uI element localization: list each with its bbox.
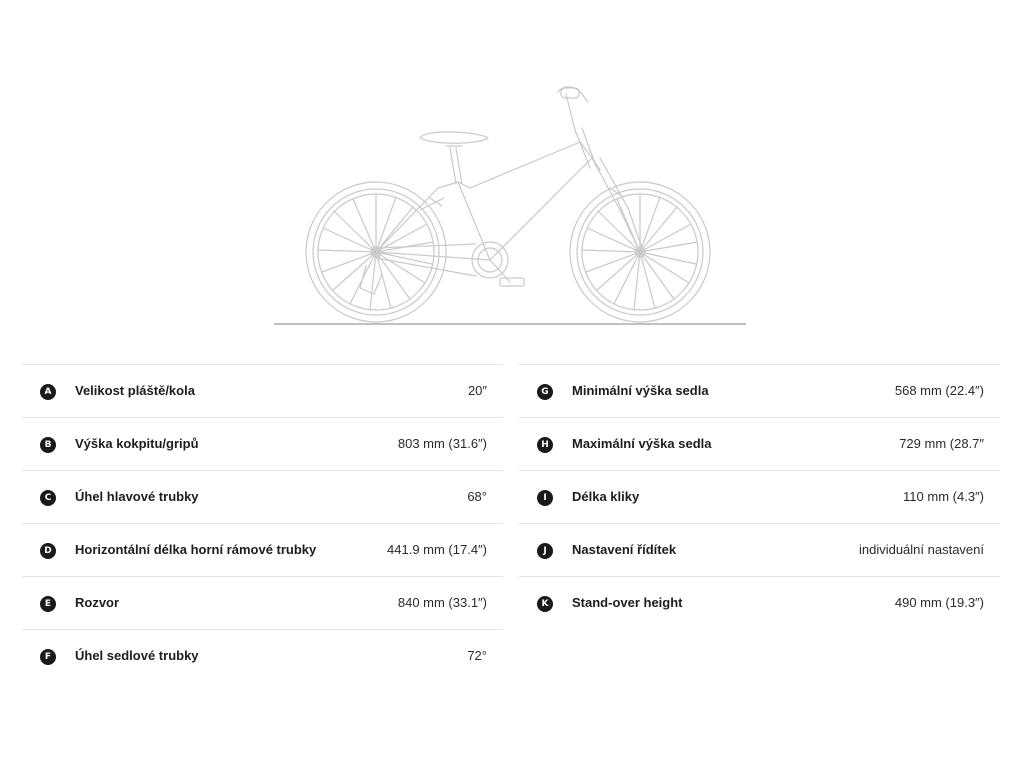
bike-drawing-icon	[270, 80, 750, 330]
bike-illustration	[270, 80, 750, 330]
geometry-value: 20″	[467, 383, 487, 398]
geometry-value: 490 mm (19.3″)	[894, 595, 984, 610]
letter-badge: D	[40, 543, 56, 559]
letter-badge: E	[40, 596, 56, 612]
geometry-label: Maximální výška sedla	[572, 436, 712, 451]
geometry-value: 568 mm (22.4″)	[894, 383, 984, 398]
geometry-value: 803 mm (31.6″)	[397, 436, 487, 451]
geometry-row-f	[22, 629, 503, 682]
geometry-label: Horizontální délka horní rámové trubky	[75, 542, 317, 557]
geometry-label: Stand-over height	[572, 595, 683, 610]
letter-badge: C	[40, 490, 56, 506]
geometry-label: Délka kliky	[572, 489, 640, 504]
geometry-row-e	[22, 576, 503, 629]
letter-badge: I	[537, 490, 553, 506]
geometry-label: Rozvor	[75, 595, 120, 610]
geometry-label: Velikost pláště/kola	[75, 383, 195, 398]
geometry-row-j	[519, 523, 1000, 576]
geometry-row-g	[519, 364, 1000, 417]
letter-badge: K	[537, 596, 553, 612]
letter-badge: B	[40, 437, 56, 453]
geometry-value: 840 mm (33.1″)	[397, 595, 487, 610]
geometry-value: 110 mm (4.3″)	[903, 489, 984, 504]
geometry-value: 729 mm (28.7″	[899, 436, 984, 451]
letter-badge: G	[537, 384, 553, 400]
letter-badge: H	[537, 437, 553, 453]
geometry-value: individuální nastavení	[858, 542, 984, 557]
geometry-value: 441.9 mm (17.4″)	[387, 542, 487, 557]
geometry-row-h	[519, 417, 1000, 470]
geometry-row-k	[519, 576, 1000, 629]
geometry-value: 72°	[467, 648, 487, 663]
geometry-row-c	[22, 470, 503, 523]
geometry-label: Úhel sedlové trubky	[75, 648, 199, 663]
geometry-row-i	[519, 470, 1000, 523]
geometry-row-b	[22, 417, 503, 470]
letter-badge: F	[40, 649, 56, 665]
geometry-row-a	[22, 364, 503, 417]
geometry-row-d	[22, 523, 503, 576]
letter-badge: J	[537, 543, 553, 559]
geometry-label: Minimální výška sedla	[572, 383, 709, 398]
geometry-label: Úhel hlavové trubky	[75, 489, 199, 504]
geometry-label: Výška kokpitu/gripů	[75, 436, 199, 451]
letter-badge: A	[40, 384, 56, 400]
geometry-table-left	[22, 364, 503, 682]
geometry-value: 68°	[467, 489, 487, 504]
geometry-table-right	[519, 364, 1000, 629]
geometry-label: Nastavení řídítek	[572, 542, 677, 557]
